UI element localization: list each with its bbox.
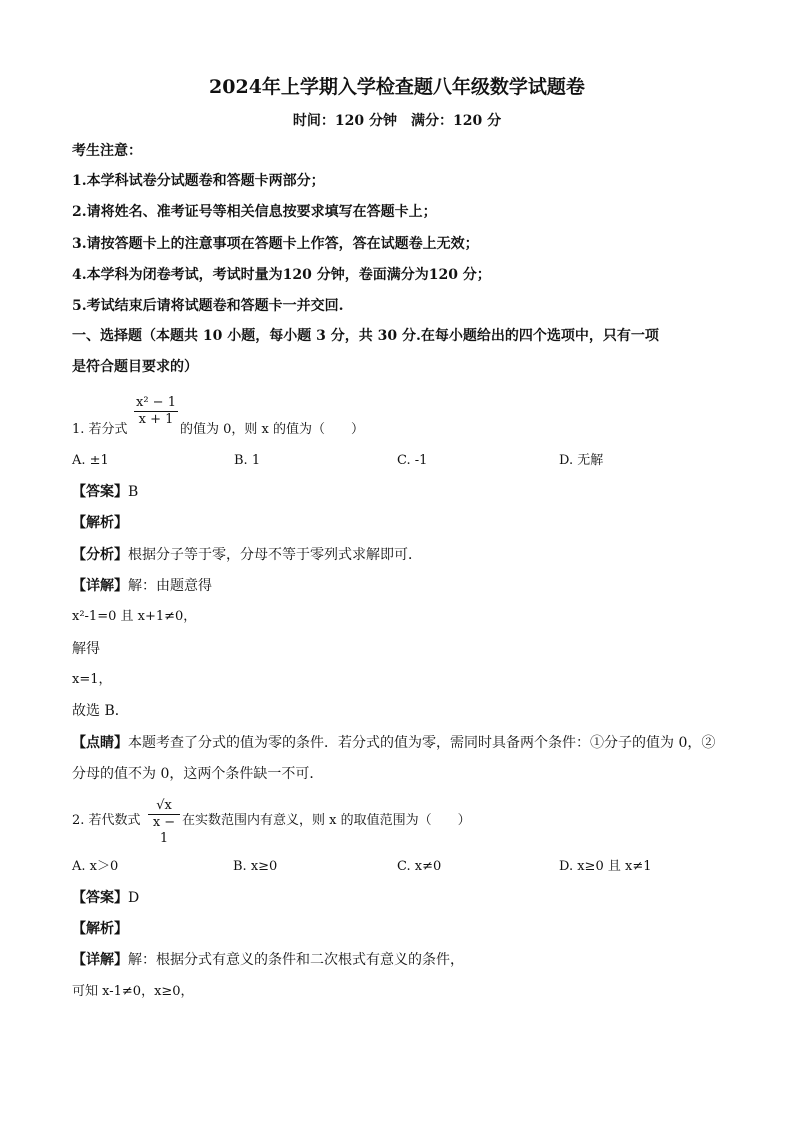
q1-analysis-tag: 【解析】 [72,515,128,531]
q1-fraction-denominator: x + 1 [138,412,174,427]
notice-item-3: 3.请按答题卡上的注意事项在答题卡上作答，答在试题卷上无效； [72,236,479,252]
q1-step-4: 故选 B． [72,703,129,719]
q1-suffix: 的值为 0，则 x 的值为（ ） [180,422,364,437]
q1-detail [72,577,212,595]
q1-step-3: x=1， [72,672,112,687]
q1-detail-text: 解：由题意得 [128,578,212,594]
q2-detail-text: 解：根据分式有意义的条件和二次根式有意义的条件， [128,952,464,968]
detail-tag: 【详解】 [72,578,128,594]
notice-item-4: 4.本学科为闭卷考试，考试时量为120 分钟，卷面满分为120 分； [72,267,491,283]
q2-option-c: C. x≠0 [397,859,442,874]
answer-tag: 【答案】 [72,890,128,906]
q1-comment-text: 本题考查了分式的值为零的条件．若分式的值为零，需同时具备两个条件：①分子的值为 0，② [128,735,716,751]
q2-fraction-numerator: √x [156,798,172,813]
q2-option-b: B. x≥0 [233,859,278,874]
q2-suffix: 在实数范围内有意义，则 x 的取值范围为（ ） [182,813,471,828]
q1-comment-line2: 分母的值不为 0，这两个条件缺一不可． [72,766,324,782]
q1-fraction-numerator: x² − 1 [136,395,176,410]
q1-answer-value: B [128,484,139,500]
section-heading-line1: 一、选择题（本题共 10 小题，每小题 3 分，共 30 分.在每小题给出的四个选项中，只有一项 [72,328,659,344]
section-heading-line2: 是符合题目要求的） [72,359,198,375]
q2-option-a: A. x＞0 [72,859,119,874]
q2-option-d: D. x≥0 且 x≠1 [559,859,652,874]
notice-item-2: 2.请将姓名、准考证号等相关信息按要求填写在答题卡上； [72,204,437,220]
fenxi-tag: 【分析】 [72,547,128,563]
q1-fraction [134,395,178,428]
q2-answer [72,889,139,907]
q1-option-b: B. 1 [234,453,261,468]
q1-answer [72,483,138,501]
q1-option-a: A. ±1 [72,453,109,468]
q2-fraction [148,798,180,847]
detail-tag: 【详解】 [72,952,128,968]
q2-detail [72,951,464,969]
comment-tag: 【点睛】 [72,735,128,751]
answer-tag: 【答案】 [72,484,128,500]
notice-item-1: 1.本学科试卷分试题卷和答题卡两部分； [72,173,325,189]
q2-prefix: 2. 若代数式 [72,813,141,828]
q1-option-c: C. -1 [397,453,428,468]
q2-fraction-denominator: x − 1 [152,815,176,846]
q2-answer-value: D [128,890,140,906]
q2-analysis-tag: 【解析】 [72,921,128,937]
q1-comment-line1 [72,734,715,752]
exam-time-score: 时间：120 分钟 满分：120 分 [292,113,502,129]
page-title: 2024年上学期入学检查题八年级数学试题卷 [209,76,585,98]
q2-step-1: 可知 x-1≠0，x≥0， [72,984,194,999]
notice-heading: 考生注意： [72,143,142,159]
q1-step-2: 解得 [72,641,100,657]
q1-fenxi [72,546,422,564]
notice-item-5: 5.考试结束后请将试题卷和答题卡一并交回. [72,298,344,314]
q1-fenxi-text: 根据分子等于零，分母不等于零列式求解即可． [128,547,422,563]
q1-step-1: x²-1=0 且 x+1≠0， [72,609,197,624]
q1-prefix: 1. 若分式 [72,422,128,437]
q1-option-d: D. 无解 [559,453,604,468]
